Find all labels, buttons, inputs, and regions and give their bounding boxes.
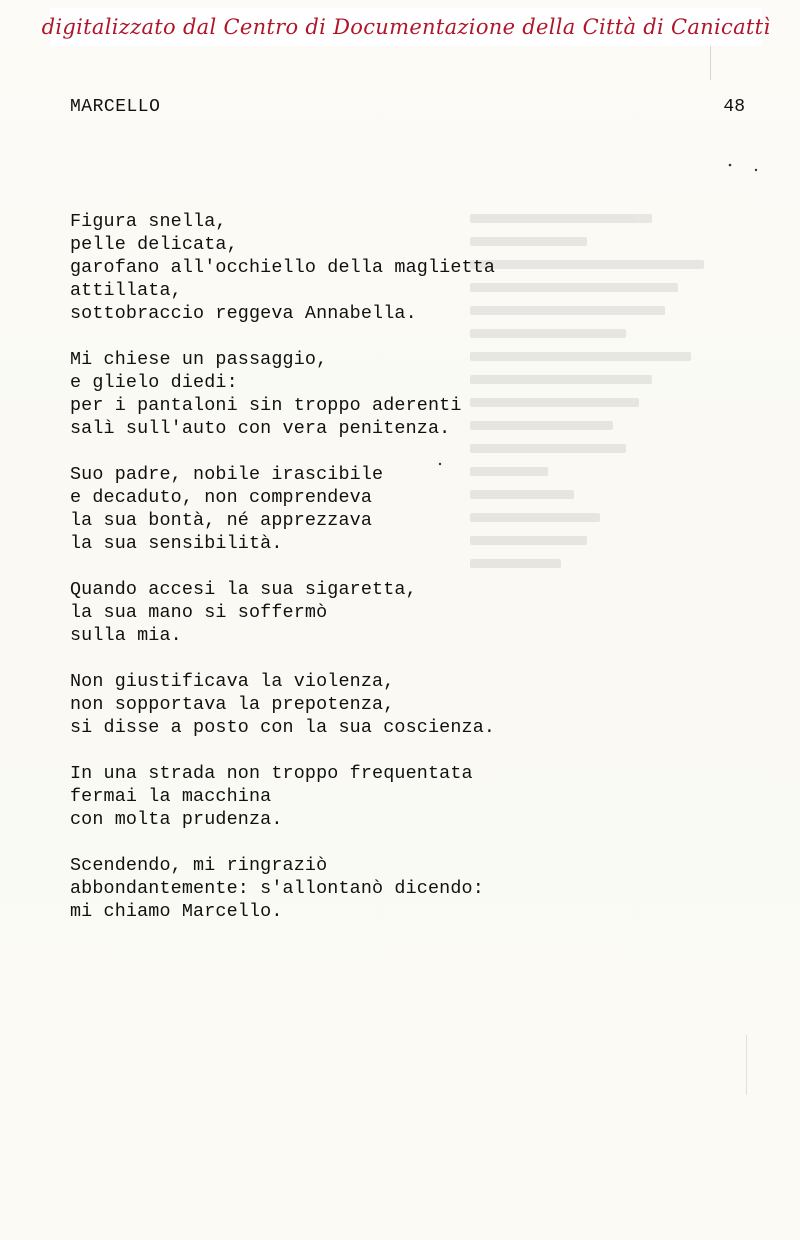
poem-line: abbondantemente: s'allontanò dicendo: [70,878,484,899]
poem-stanza [70,348,750,440]
poem-line: si disse a posto con la sua coscienza. [70,717,496,738]
banner-text: digitalizzato dal Centro di Documentazione della Città di Canicattì [41,15,771,39]
page-title: MARCELLO [70,97,161,117]
poem-line: salì sull'auto con vera penitenza. [70,418,451,439]
poem-line: mi chiamo Marcello. [70,901,283,922]
poem-line: Quando accesi la sua sigaretta, [70,579,417,600]
poem-line: attillata, [70,280,182,301]
page-number: 48 [723,97,745,117]
poem-line: e decaduto, non comprendeva [70,487,373,508]
poem-line: Scendendo, mi ringraziò [70,855,328,876]
poem-stanza [70,578,750,647]
poem-line: con molta prudenza. [70,809,283,830]
poem-stanza [70,762,750,831]
poem-line: sottobraccio reggeva Annabella. [70,303,417,324]
poem-line: Figura snella, [70,211,227,232]
poem-line: pelle delicata, [70,234,238,255]
poem-line: fermai la macchina [70,786,272,807]
poem-stanza [70,670,750,739]
poem-line: non sopportava la prepotenza, [70,694,395,715]
poem-line: In una strada non troppo frequentata [70,763,473,784]
poem-line: la sua mano si soffermò [70,602,328,623]
digitization-banner [41,8,771,46]
poem-line: Non giustificava la violenza, [70,671,395,692]
poem-line: sulla mia. [70,625,182,646]
poem-stanza [70,210,750,325]
poem-stanza [70,854,750,923]
poem-line: la sua bontà, né apprezzava [70,510,373,531]
poem-line: Suo padre, nobile irascibile [70,464,384,485]
poem-line: per i pantaloni sin troppo aderenti [70,395,462,416]
poem-line: la sua sensibilità. [70,533,283,554]
poem-body [70,210,750,946]
poem-line: Mi chiese un passaggio, [70,349,328,370]
poem-line: garofano all'occhiello della maglietta [70,257,496,278]
poem-stanza [70,463,750,555]
poem-line: e glielo diedi: [70,372,238,393]
